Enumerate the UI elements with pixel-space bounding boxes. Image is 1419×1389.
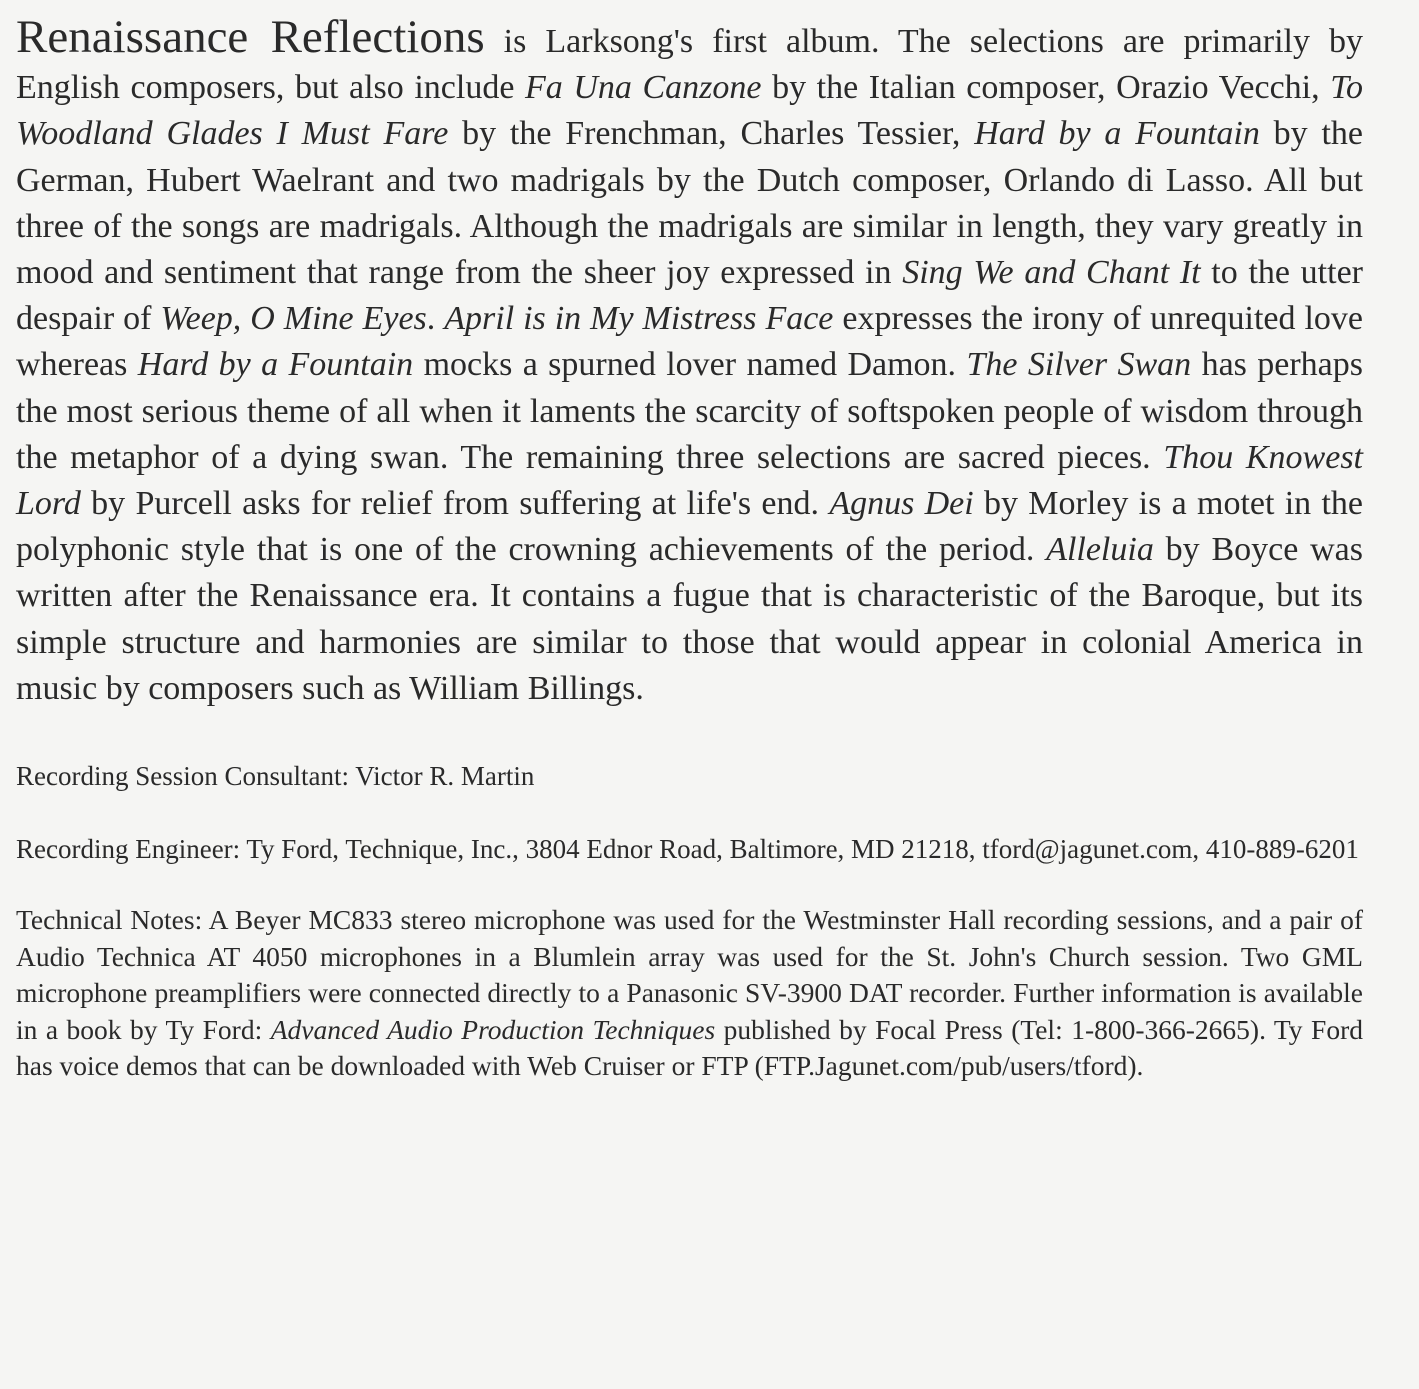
song-title: The Silver Swan [966, 346, 1192, 384]
song-title: April is in My Mistress Face [444, 300, 834, 338]
song-title: Fa Una Canzone [525, 69, 762, 107]
description-text: by the German, Hubert Waelrant and two madrigals by the Dutch composer, Orlando di Lasso. All but three of the songs are madrigals. Although the madrigals are similar in length, they vary greatly in mood and sentiment that range from the sheer joy expressed in [16, 115, 1364, 292]
recording-credits [16, 758, 1363, 1085]
description-text: has perhaps the most serious theme of all when it laments the scarcity of softspoken people of wisdom through the metaphor of a dying swan. The remaining three selections are sacred pieces. [16, 346, 1364, 476]
song-title: Hard by a Fountain [974, 115, 1260, 153]
consultant-credit: Recording Session Consultant: Victor R. Martin [16, 761, 535, 792]
description-text: is Larksong's first album. The selections are primarily by English composers, but also include [16, 23, 1364, 107]
description-text: by the Italian composer, Orazio Vecchi, [761, 69, 1331, 107]
description-text: to the utter despair of [16, 254, 1363, 338]
album-title: Renaissance Reflections [16, 11, 485, 63]
description-text: expresses the irony of unrequited love whereas [16, 300, 1363, 384]
book-title: Advanced Audio Production Techniques [270, 1013, 716, 1045]
technical-notes-text: published by Focal Press (Tel: 1-800-366-2665). Ty Ford has voice demos that can be downloaded with Web Cruiser or FTP (FTP.Jagunet.com/pub/users/tford). [16, 1013, 1363, 1082]
engineer-credit: Recording Engineer: Ty Ford, Technique, Inc., 3804 Ednor Road, Baltimore, MD 21218, tford@jagunet.com, 410-889-6201 [16, 833, 1359, 864]
song-title: To Woodland Glades I Must Fare [16, 69, 1363, 153]
description-text: . [426, 300, 445, 338]
song-title: Weep, O Mine Eyes [160, 300, 427, 338]
description-text: by Morley is a motet in the polyphonic style that is one of the crowning achievements of the period. [16, 485, 1364, 569]
song-title: Hard by a Fountain [137, 346, 414, 384]
song-title: Alleluia [1046, 531, 1154, 569]
song-title: Thou Knowest Lord [16, 438, 1363, 523]
song-title: Agnus Dei [829, 485, 974, 523]
description-text: mocks a spurned lover named Damon. [413, 346, 967, 384]
album-description [16, 11, 1364, 712]
technical-notes [16, 902, 1363, 1085]
technical-notes-text: Technical Notes: A Beyer MC833 stereo microphone was used for the Westminster Hall recording sessions, and a pair of Audio Technica AT 4050 microphones in a Blumlein array was used for the St. John's Church session. Two GML microphone preamplifiers were connected directly to a Panasonic SV-3900 DAT recorder. Further information is available in a book by Ty Ford: [16, 904, 1363, 1045]
song-title: Sing We and Chant It [902, 254, 1201, 292]
description-text: by Boyce was written after the Renaissance era. It contains a fugue that is characteristic of the Baroque, but its simple structure and harmonies are similar to those that would appear in colonial America in music by composers such as William Billings. [16, 531, 1363, 707]
description-text: by the Frenchman, Charles Tessier, [448, 115, 975, 153]
description-text: by Purcell asks for relief from suffering at life's end. [80, 485, 830, 523]
